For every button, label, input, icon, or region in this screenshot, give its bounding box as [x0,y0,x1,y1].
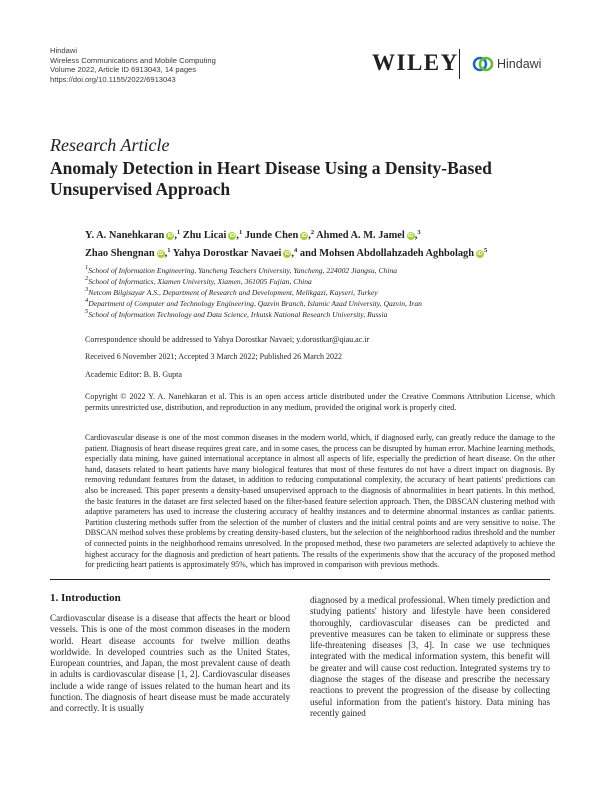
logo-divider [459,49,460,79]
author-list [85,227,585,262]
orcid-icon[interactable]: iD [408,233,414,239]
orcid-icon[interactable]: iD [229,233,236,239]
affiliation: $^2$School of Informatics, Xiamen University, Xiamen, 361005 Fujian, China [85,275,312,286]
affiliation-list [85,265,555,320]
journal-info [50,46,216,84]
academic-editor: Academic Editor: B. B. Gupta [85,370,182,379]
orcid-icon[interactable]: iD [157,250,164,257]
affiliation: $^3$Netcom Bilgisayar A.S., Department of Research and Development, Melikgazi, Kayseri, Turkey [85,286,378,297]
author: Ahmed A. M. Jamel iD,$^3$ [316,229,421,241]
wiley-logo: WILEY [372,50,459,75]
section-heading: 1. Introduction [50,592,121,604]
article-type: Research Article [50,135,170,155]
author: Zhao Shengnan iD,$^1$ [85,246,171,259]
volume-line: Volume 2022, Article ID 6913043, 14 pages [50,65,197,75]
section-divider [50,579,550,580]
article-title: Anomaly Detection in Heart Disease Using a Density-Based Unsupervised Approach [50,158,492,199]
affiliation: $^1$School of Information Engineering, Yancheng Teachers University, Yancheng, 224002 Jiangsu, China [85,264,398,275]
publisher-name: Hindawi [50,46,78,55]
publication-dates: Received 6 November 2021; Accepted 3 March 2022; Published 26 March 2022 [85,352,343,361]
body-column-right: diagnosed by a medical professional. When timely prediction and studying patients' history and lifestyle have been considered thoroughly, cardiovascular diseases can be predicted and preventive measures can be taken to eliminate or suppress these life-threatening diseases [3, 4]. In case we use techniques integrated with the medical information system, this benefit will be greater and will cause cost reduction. Integrated systems try to diagnose the stages of the disease and prescribe the necessary reactions to prevent the progression of the disease by collecting useful information from the patient's history. Data mining has recently gained [310,595,550,718]
orcid-icon[interactable]: iD [284,250,291,257]
journal-name: Wireless Communications and Mobile Computing [50,55,216,65]
orcid-icon[interactable]: iD [477,250,483,257]
orcid-icon[interactable]: iD [301,233,308,239]
author: Y. A. Nanehkaran iD,$^1$ [85,229,181,241]
abstract: Cardiovascular disease is one of the most common diseases in the modern world, which, if diagnosed early, can greatly reduce the damage to the patient. Diagnosis of heart disease requires great care, and in some cases, the process can be disrupted by human error. Machine learning methods, especially data mining, have gained international acceptance in almost all aspects of life, especially the prediction of heart disease. On the other hand, datasets related to heart patients have many biological features that most of these features do not have a direct impact on diagnosis. By removing redundant features from the dataset, in addition to reducing computational complexity, the accuracy of heart patients' predictions can also be increased. This paper presents a density-based unsupervised approach to the diagnosis of abnormalities in heart patients. In this method, the basic features in the dataset are first selected based on the filter-based feature selection approach. Then, the DBSCAN clustering method with adaptive parameters has used to increase the clustering accuracy of healthy instances and to determine abnormal instances as cardiac patients. Partition clustering methods suffer from the selection of the number of clusters and the initial central points and are very sensitive to noise. The DBSCAN method solves these problems by creating density-based clusters, but the selection of the neighborhood radius threshold and the number of connected points in the neighborhood remains unresolved. In the proposed method, these two parameters are selected adaptively to achieve the highest accuracy for the diagnosis and prediction of heart patients. The results of the experiments show that the accuracy of the proposed method for predicting heart patients is approximately 95%, which has improved in comparison with previous methods. [85,433,555,570]
body-column-left: Cardiovascular disease is a disease that affects the heart or blood vessels. This is one of the most common diseases in the modern world. Heart disease accounts for twelve million deaths worldwide. In developed countries such as the United States, European countries, and Japan, the most prevalent cause of death in adults is cardiovascular disease [1, 2]. Cardiovascular diseases include a wide range of issues related to the human heart and its function. The diagnosis of heart disease must be made accurately and correctly. It is usually [50,613,290,714]
author: Zhu Licai iD,$^1$ [182,229,243,241]
author: Yahya Dorostkar Navaei iD,$^4$ [172,246,298,259]
copyright-notice: Copyright © 2022 Y. A. Nanehkaran et al. This is an open access article distributed under the Creative Commons Attribution License, which permits unrestricted use, distribution, and reproduction in any medium, provided the original work is properly cited. [85,392,555,412]
hindawi-logo-icon [472,53,494,75]
author: and Mohsen Abdollahzadeh Aghbolagh $iD^5$ [299,246,488,259]
doi-link[interactable]: https://doi.org/10.1155/2022/6913043 [50,74,176,84]
correspondence: Correspondence should be addressed to Yahya Dorostkar Navaei; y.dorostkar@qiau.ac.ir [85,335,370,344]
affiliation: $^5$School of Information Technology and Data Science, Irkutsk National Research University, Russia [85,308,388,319]
author: Junde Chen iD,$^2$ [244,229,315,241]
affiliation: $^4$Department of Computer and Technology Engineering, Qazvin Branch, Islamic Azad University, Qazvin, Iran [85,297,422,308]
orcid-icon[interactable]: iD [167,233,174,239]
hindawi-logo-text: Hindawi [497,57,542,71]
